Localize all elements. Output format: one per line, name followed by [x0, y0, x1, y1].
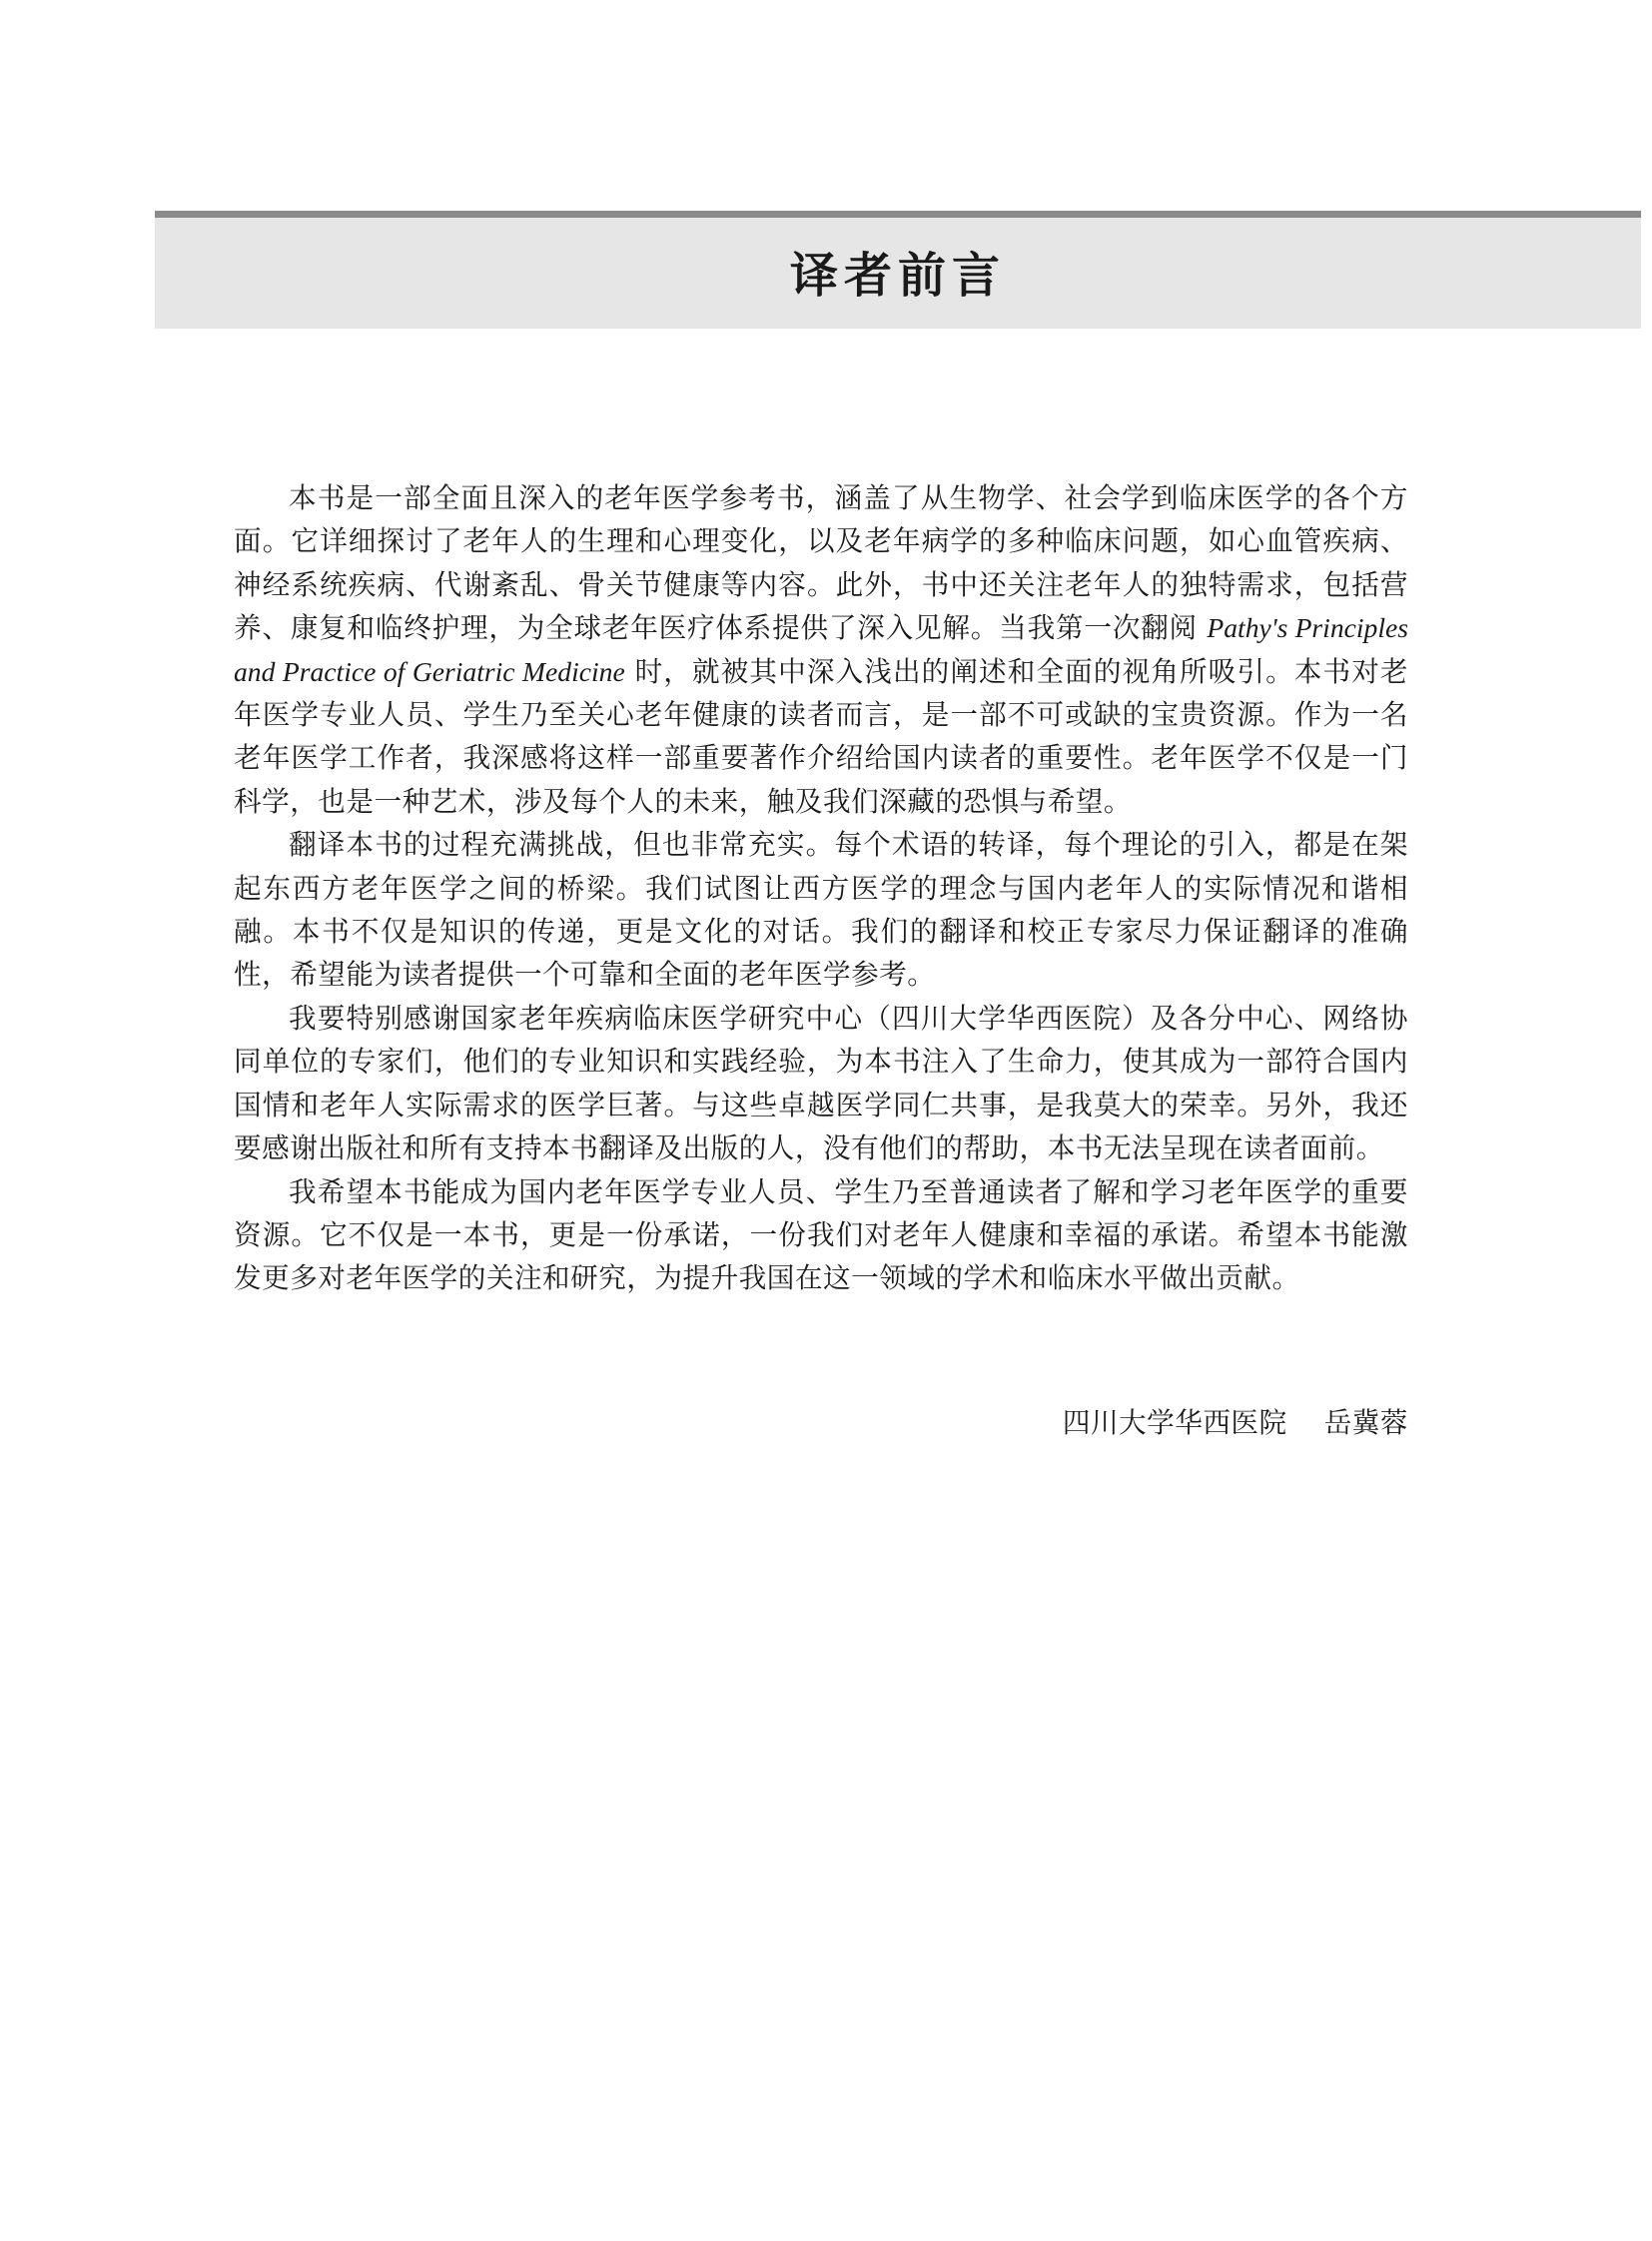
paragraph-3: 我要特别感谢国家老年疾病临床医学研究中心（四川大学华西医院）及各分中心、网络协同单位的专家们，他们的专业知识和实践经验，为本书注入了生命力，使其成为一部符合国内国情和老年人实际需求的医学巨著。与这些卓越医学同仁共事，是我莫大的荣幸。另外，我还要感谢出版社和所有支持本书翻译及出版的人，没有他们的帮助，本书无法呈现在读者面前。: [234, 1001, 1408, 1165]
signature-institution: 四川大学华西医院: [1062, 1406, 1287, 1439]
signature: [1063, 1403, 1408, 1443]
paragraph-1: [234, 476, 1408, 823]
paragraph-1-text-start: 本书是一部全面且深入的老年医学参考书，涵盖了从生物学、社会学到临床医学的各个方面。它详细探讨了老年人的生理和心理变化，以及老年病学的多种临床问题，如心血管疾病、神经系统疾病、代谢紊乱、骨关节健康等内容。此外，书中还关注老年人的独特需求，包括营养、康复和临终护理，为全球老年医疗体系提供了深入见解。当我第一次翻阅: [234, 481, 1408, 645]
preface-body: [234, 476, 1408, 1300]
page-title: 译者前言: [789, 248, 1006, 304]
paragraph-1-text-end: 时，就被其中深入浅出的阐述和全面的视角所吸引。本书对老年医学专业人员、学生乃至关心老年健康的读者而言，是一部不可或缺的宝贵资源。作为一名老年医学工作者，我深感将这样一部重要著作介绍给国内读者的重要性。老年医学不仅是一门科学，也是一种艺术，涉及每个人的未来，触及我们深藏的恐惧与希望。: [234, 654, 1409, 818]
book-title: Pathy's Principles and Practice of Geriatric Medicine: [234, 612, 1408, 687]
paragraph-2: 翻译本书的过程充满挑战，但也非常充实。每个术语的转译，每个理论的引入，都是在架起东西方老年医学之间的桥梁。我们试图让西方医学的理念与国内老年人的实际情况和谐相融。本书不仅是知识的传递，更是文化的对话。我们的翻译和校正专家尽力保证翻译的准确性，希望能为读者提供一个可靠和全面的老年医学参考。: [234, 828, 1408, 992]
paragraph-4: 我希望本书能成为国内老年医学专业人员、学生乃至普通读者了解和学习老年医学的重要资源。它不仅是一本书，更是一份承诺，一份我们对老年人健康和幸福的承诺。希望本书能激发更多对老年医学的关注和研究，为提升我国在这一领域的学术和临床水平做出贡献。: [234, 1174, 1408, 1295]
title-band: [155, 211, 1641, 329]
signature-author: 岳冀蓉: [1323, 1406, 1408, 1439]
